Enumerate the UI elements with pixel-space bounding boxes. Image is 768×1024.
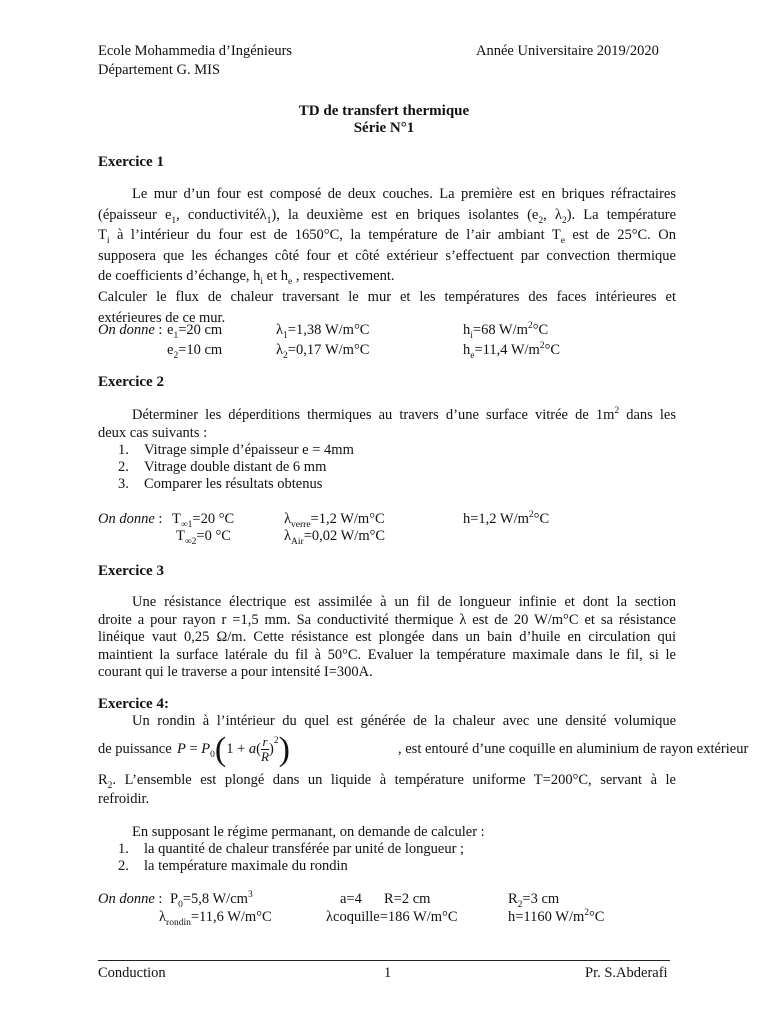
ex2-h: h=1,2 $W/m^2^\circ C$ (463, 510, 550, 527)
ex1-line-6: Calculer le flux de chaleur traversant le mur et les températures des faces intérieures et (98, 288, 676, 305)
ex4-line-2: de puissance $P = P_0(1 + a$( $\frac{r}{R}$ )$^2$) , est entouré d’une coquille en aluminium de rayon extérieur (98, 731, 749, 768)
ex2-lambda-air: $\lambda_{Air}=0,02$ W/m°C (284, 528, 386, 547)
ex2-line-1: Déterminer les déperditions thermiques au travers d’une surface vitrée de $1m^2$ dans les (132, 406, 677, 423)
exercise-3-title: Exercice 3 (98, 563, 164, 579)
ex1-hi: $h_i=68$ $W/m^2^\circ C$ (463, 321, 549, 341)
ex1-lambda2: $\lambda_2=0,17$ W/m°C (276, 342, 370, 361)
ex4-line-1: Un rondin à l’intérieur du quel est générée de la chaleur avec une densité volumique (132, 713, 676, 729)
ex1-e1: $e_1=20$ cm (167, 322, 223, 341)
exercise-4-title: Exercice 4: (98, 696, 169, 712)
department-name: Département G. MIS (98, 62, 221, 78)
ex1-line-2: (épaisseur $e_1$, conductivitéλ$_1$), la deuxième est en briques isolantes ($e_2$, $\lambda_2$). La température (98, 206, 677, 226)
ex4-r2: $R_2=3$ cm (508, 891, 560, 910)
ex2-given-label: On donne : (98, 511, 163, 527)
ex1-line-1: Le mur d’un four est composé de deux couches. La première est en briques réfractaires (132, 186, 676, 202)
series-title: Série N°1 (353, 120, 415, 136)
ex3-line-4: maintient la surface latérale du fil à 50°C. Evaluer la température maximale dans le fil, si le (98, 646, 676, 663)
footer-divider (98, 960, 670, 961)
ex1-he: $h_e=11,4$ $W/m^2^\circ C$ (463, 341, 561, 361)
list-item: 2. la température maximale du rondin (118, 858, 348, 874)
exercise-3-statement (98, 594, 676, 682)
ex3-line-1: Une résistance électrique est assimilée à un fil de longueur infinie et dont la section (132, 594, 676, 610)
footer-author: Pr. S.Abderafi (585, 965, 668, 981)
ex2-list (118, 442, 354, 493)
ex2-lambda-verre: $\lambda_{verre}=1,2$ W/m°C (284, 511, 385, 530)
list-item: 2. Vitrage double distant de 6 mm (118, 459, 327, 475)
list-item: 1. Vitrage simple d’épaisseur e = 4mm (118, 442, 354, 458)
ex4-given-label: On donne : (98, 891, 163, 907)
ex1-line-4: supposera que les échanges côté four et côté extérieur s’effectuent par convection thermique (98, 247, 676, 264)
ex3-line-3: linéique vaut 0,25 Ω/m. Cette résistance est plongée dans un bain d’huile en circulation qui (98, 629, 676, 645)
ex1-line-5: de coefficients d’échange, $h_i$ et $h_e$ , respectivement. (98, 268, 395, 288)
list-item: 3. Comparer les résultats obtenus (118, 476, 323, 492)
ex4-r: R=2 cm (384, 891, 431, 907)
exercise-1-title: Exercice 1 (98, 154, 164, 170)
page-number: 1 (384, 965, 392, 981)
ex2-line-2: deux cas suivants : (98, 425, 208, 441)
footer-subject: Conduction (98, 965, 166, 981)
ex1-line-7: extérieures de ce mur. (98, 309, 226, 326)
exercise-2-title: Exercice 2 (98, 374, 164, 390)
ex4-list (118, 841, 464, 875)
ex2-tinf1: $T_{\infty 1}=20$ °C (172, 511, 235, 530)
ex4-lambda-rondin: $\lambda_{rondin}=11,6$ W/m°C (159, 909, 272, 928)
document-title: TD de transfert thermique (298, 103, 470, 119)
ex4-line-4: refroidir. (98, 791, 150, 807)
ex1-given-label: On donne : (98, 322, 163, 338)
ex4-h: h=1160 $W/m^2^\circ C$ (508, 908, 605, 925)
ex1-line-3: $T_i$ à l’intérieur du four est de 1650°C, la température de l’air ambiant $T_e$ est de 25°C. On (98, 227, 677, 247)
ex4-p0: $P_0=5,8$ $W/cm^3$ (170, 890, 253, 910)
ex1-e2: $e_2=10$ cm (167, 342, 223, 361)
ex1-lambda1: $\lambda_1=1,38$ W/m°C (276, 322, 370, 341)
exercise-1-statement (98, 184, 676, 328)
exercise-2-statement (98, 406, 676, 442)
ex3-line-5: courant qui le traverse a pour intensité I=300A. (98, 664, 373, 680)
academic-year: Année Universitaire 2019/2020 (476, 43, 659, 59)
list-item: 1. la quantité de chaleur transférée par unité de longueur ; (118, 841, 465, 857)
power-density-formula: $P = P_0(1 + a$( $\frac{r}{R}$ )$^2$) (177, 731, 290, 768)
school-name: Ecole Mohammedia d’Ingénieurs (98, 43, 293, 59)
ex4-lambda-coquille: λcoquille=186 W/m°C (326, 909, 458, 925)
ex4-a: a=4 (340, 891, 362, 907)
ex4-line-3: $R_2$. L’ensemble est plongé dans un liquide à température uniforme T=200°C, servant à le (98, 772, 676, 791)
ex2-tinf2: $T_{\infty 2}=0$ °C (176, 528, 231, 547)
ex4-intro: En supposant le régime permanant, on demande de calculer : (132, 824, 485, 840)
ex3-line-2: droite a pour rayon r =1,5 mm. Sa conductivité thermique λ est de 20 W/m°C et sa résistance (98, 611, 676, 628)
